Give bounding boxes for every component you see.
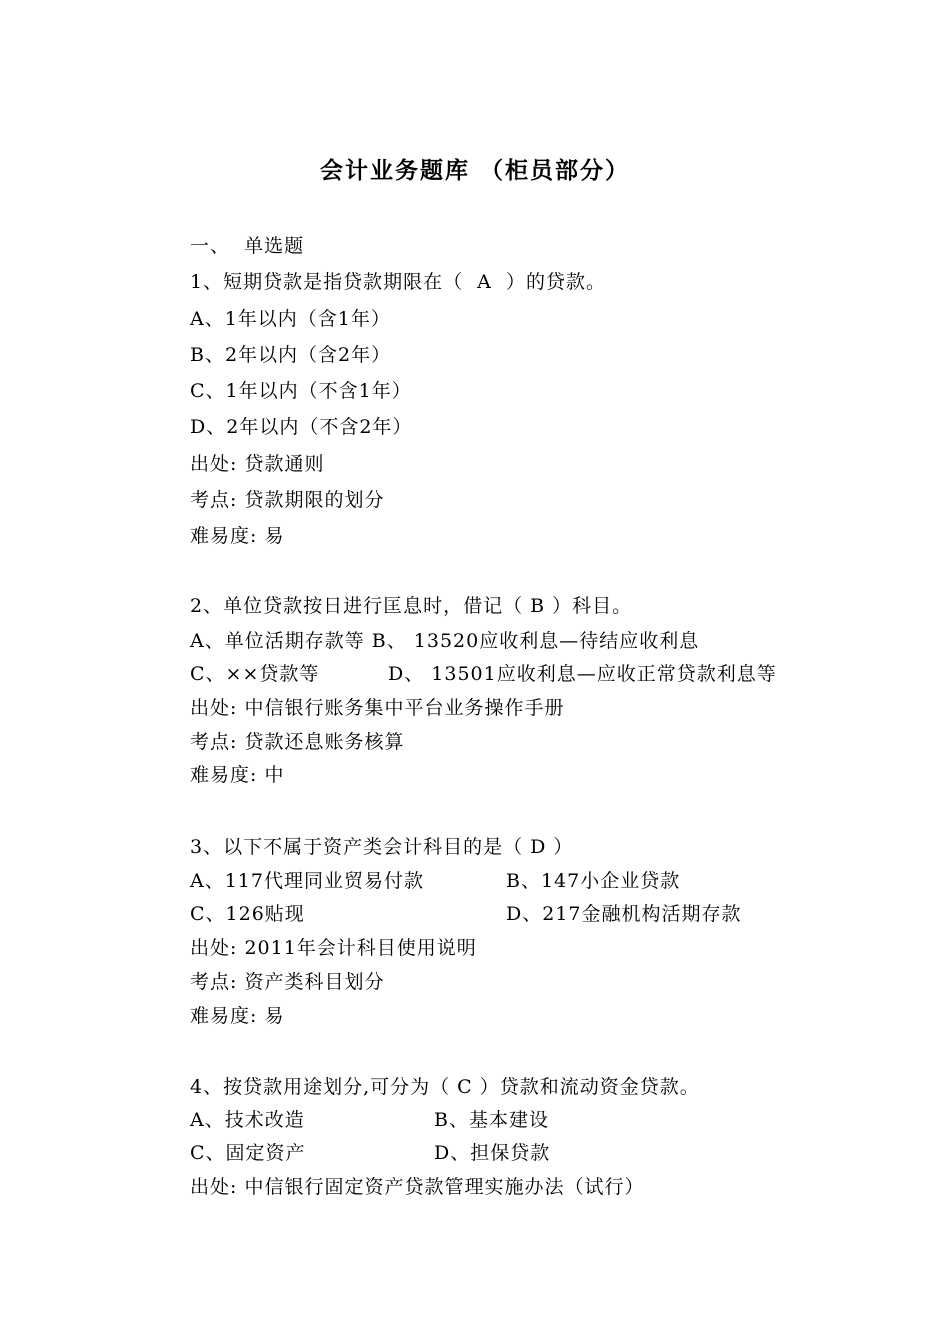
question-3-option-b: B、147小企业贷款	[506, 870, 681, 892]
question-1-option-d: D、2年以内（不含2年）	[190, 416, 413, 438]
page-title: 会计业务题库 （柜员部分）	[319, 157, 630, 184]
section-heading: 一、 单选题	[190, 235, 305, 257]
question-2-option-ab: A、单位活期存款等 B、 13520应收利息—待结应收利息	[190, 630, 700, 652]
question-3-point: 考点: 资产类科目划分	[190, 971, 385, 993]
question-1-option-c: C、1年以内（不含1年）	[190, 380, 412, 402]
question-2-difficulty: 难易度: 中	[190, 764, 285, 786]
question-3-option-c: C、126贴现	[190, 903, 305, 925]
question-2-option-d: D、 13501应收利息—应收正常贷款利息等	[388, 663, 777, 685]
question-4-option-d: D、担保贷款	[434, 1142, 551, 1164]
question-3-difficulty: 难易度: 易	[190, 1005, 285, 1027]
question-2-source: 出处: 中信银行账务集中平台业务操作手册	[190, 697, 565, 719]
question-4-option-a: A、技术改造	[190, 1109, 305, 1131]
question-4-stem: 4、按贷款用途划分,可分为（ C ）贷款和流动资金贷款。	[190, 1076, 700, 1098]
question-1-point: 考点: 贷款期限的划分	[190, 489, 385, 511]
question-1-option-b: B、2年以内（含2年）	[190, 344, 392, 366]
question-2-stem: 2、单位贷款按日进行匡息时，借记（ B ）科目。	[190, 595, 633, 617]
question-3-option-a: A、117代理同业贸易付款	[190, 870, 424, 892]
question-3-source: 出处: 2011年会计科目使用说明	[190, 937, 477, 959]
question-2-point: 考点: 贷款还息账务核算	[190, 731, 405, 753]
question-3-option-d: D、217金融机构活期存款	[506, 903, 742, 925]
question-1-stem: 1、短期贷款是指贷款期限在（ A ）的贷款。	[190, 271, 606, 293]
question-4-option-c: C、固定资产	[190, 1142, 306, 1164]
question-2-option-c: C、××贷款等	[190, 663, 320, 685]
question-4-option-b: B、基本建设	[434, 1109, 549, 1131]
question-4-source: 出处: 中信银行固定资产贷款管理实施办法（试行）	[190, 1176, 645, 1198]
question-1-option-a: A、1年以内（含1年）	[190, 308, 391, 330]
question-1-difficulty: 难易度: 易	[190, 525, 285, 547]
question-3-stem: 3、以下不属于资产类会计科目的是（ D ）	[190, 836, 574, 858]
question-1-source: 出处: 贷款通则	[190, 453, 325, 475]
